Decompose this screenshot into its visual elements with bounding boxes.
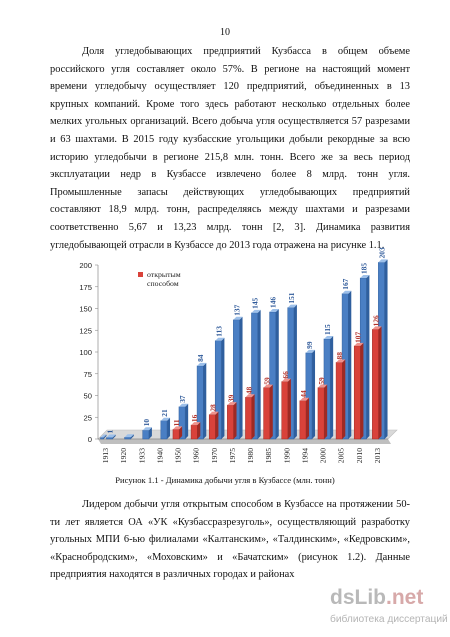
open-pit-bar-label: 107 [353, 331, 363, 343]
coal-production-chart [62, 247, 410, 475]
open-pit-bar [264, 385, 273, 439]
open-pit-bar-front [264, 388, 270, 439]
total-bar-label: 145 [250, 297, 260, 309]
y-tick-label: 200 [79, 261, 92, 270]
open-pit-bar-front [209, 415, 215, 439]
total-bar-side [221, 338, 224, 439]
open-pit-bar-side [215, 412, 218, 439]
open-pit-bar [372, 326, 381, 439]
x-category-label: 2000 [318, 448, 328, 464]
total-bar-front [143, 430, 149, 439]
open-pit-bar-label: 44 [298, 390, 308, 398]
open-pit-bar-front [300, 401, 306, 439]
total-bar [161, 418, 170, 439]
y-tick-label: 150 [79, 304, 92, 314]
legend-label-open-pit: открытым [147, 270, 181, 279]
total-bar-label: 185 [359, 262, 369, 275]
page-number: 10 [220, 27, 230, 38]
open-pit-bar-side [360, 343, 363, 439]
x-category-label: 1920 [119, 448, 129, 464]
open-pit-bar-label: 48 [244, 386, 254, 395]
total-bar-side [312, 350, 315, 439]
open-pit-bar-front [191, 425, 197, 439]
open-pit-bar-label: 59 [317, 377, 327, 385]
total-bar-label: 115 [323, 324, 333, 335]
open-pit-bar-front [227, 405, 233, 439]
y-tick-label: 50 [83, 391, 92, 401]
y-tick-label: 75 [83, 369, 92, 379]
legend-swatch-open-pit [138, 272, 143, 277]
figure-caption: Рисунок 1.1 - Динамика добычи угля в Кузбассе (млн. тонн) [115, 475, 335, 485]
total-bar-side [294, 305, 297, 439]
dslib-watermark [330, 586, 448, 632]
x-category-label: 1913 [101, 448, 111, 464]
open-pit-bar-side [379, 326, 382, 439]
open-pit-bar-side [306, 398, 309, 439]
total-bar-side [366, 275, 369, 439]
x-category-label: 1970 [209, 448, 219, 464]
open-pit-bar-side [252, 394, 255, 439]
paragraph-intro [50, 43, 410, 254]
x-category-label: 1994 [300, 448, 310, 464]
total-bar-label: 113 [214, 326, 224, 337]
total-bar-side [330, 336, 333, 439]
y-tick-label: 125 [79, 326, 92, 336]
watermark-subtitle: библиотека диссертаций [330, 614, 448, 625]
total-bar-side [240, 317, 243, 439]
x-category-label: 2005 [336, 448, 346, 464]
open-pit-bar [282, 379, 291, 439]
x-category-label: 1950 [173, 448, 183, 464]
total-bar [143, 427, 152, 439]
open-pit-bar-side [270, 385, 273, 439]
total-bar-side [167, 418, 170, 439]
open-pit-bar-label: 28 [208, 404, 218, 412]
open-pit-bar-label: 11 [172, 419, 182, 427]
total-bar-label: 167 [341, 278, 351, 290]
open-pit-bar [245, 394, 254, 439]
open-pit-bar-front [282, 382, 288, 439]
open-pit-bar-front [336, 362, 342, 439]
y-tick-label: 0 [87, 435, 92, 444]
x-category-label: 2013 [372, 448, 382, 464]
paragraph-leader-text: Лидером добычи угля открытым способом в Кузбассе на протяжении 50-ти лет является ОА «УК «Кузбассразрезуголь», осуществляющий разработку угольных МПИ 6-ью филиалами «Калтанским», «Талдинским», «Кедровским», «Краснобродским», «Моховским» и «Бачатским» (рисунок 1.2). Данные предприятия находятся в различных городах и районах [50, 499, 410, 581]
chart-svg [62, 247, 410, 475]
total-bar-label: 99 [304, 341, 314, 349]
open-pit-bar-label: 126 [371, 315, 381, 327]
total-bar-side [258, 310, 261, 439]
open-pit-bar [191, 422, 200, 439]
paragraph-intro-text: Доля угледобывающих предприятий Кузбасса в общем объеме российского угля составляет около 57%. В регионе на настоящий момент времени угледобычу осуществляет 120 предприятий, объединенных в 13 крупных компаний. Кроме того здесь работают несколько отдельных более мелких угольных организаций. Всего добыча угля осуществляется 57 разрезами и 63 шахтами. В 2015 году кузбасские угольщики добыли рекордные за всю историю угледобычи в регионе 215,8 млн. тонн. Всего же за весь период эксплуатации недр в Кузбассе извлечено более 8 млрд. тонн угля. Промышленные запасы действующих угледобывающих предприятий составляют 18,9 млрд. тонн, распределяясь между шахтами и разрезами соответственно 5,67 и 13,23 млрд. тонн [2, 3]. Динамика развития угледобывающей отрасли в Кузбассе до 2013 года отражена на рисунке 1.1. [50, 46, 410, 251]
watermark-logo: dsLib.net [330, 586, 424, 609]
open-pit-bar [318, 385, 327, 439]
total-bar-label: 1 [105, 429, 115, 434]
total-bar-side [385, 259, 388, 439]
total-bar-label: 146 [268, 296, 278, 308]
x-category-label: 1940 [155, 448, 165, 464]
total-bar-label: 151 [286, 292, 296, 304]
open-pit-bar [209, 412, 218, 439]
total-bar-side [185, 404, 188, 439]
total-bar-side [348, 291, 351, 439]
x-category-label: 1960 [191, 448, 201, 464]
y-tick-label: 175 [79, 282, 92, 292]
x-category-label: 1990 [282, 448, 292, 464]
y-tick-label: 100 [79, 348, 92, 357]
total-bar-front [106, 438, 112, 440]
total-bar-label: 84 [196, 354, 206, 362]
open-pit-bar-label: 59 [262, 377, 272, 385]
plot-floor-edge [98, 439, 391, 444]
x-category-label: 1980 [246, 448, 256, 464]
open-pit-bar-label: 39 [226, 394, 236, 403]
open-pit-bar-side [234, 402, 237, 439]
total-bar-label: 203 [377, 247, 387, 259]
open-pit-bar-front [372, 329, 378, 439]
open-pit-bar [300, 398, 309, 439]
total-bar-side [276, 309, 279, 439]
total-bar-label: 37 [178, 395, 188, 403]
total-bar-side [203, 363, 206, 439]
open-pit-bar-side [288, 379, 291, 439]
y-tick-label: 25 [83, 413, 92, 423]
paragraph-leader [50, 496, 410, 584]
total-bar-front [125, 437, 131, 439]
open-pit-bar [227, 402, 236, 439]
open-pit-bar [354, 343, 363, 439]
x-category-label: 1933 [137, 448, 147, 464]
open-pit-bar [173, 426, 182, 439]
open-pit-bar-label: 16 [190, 414, 200, 423]
open-pit-bar-side [324, 385, 327, 439]
open-pit-bar-side [342, 359, 345, 439]
legend-label-open-pit-line2: способом [147, 279, 179, 288]
open-pit-bar-front [173, 429, 179, 439]
total-bar-front [101, 438, 104, 440]
total-bar-front [161, 421, 167, 439]
x-category-label: 1985 [264, 448, 274, 464]
open-pit-bar-front [245, 397, 251, 439]
total-bar-label: 21 [159, 409, 169, 417]
open-pit-bar-label: 88 [335, 352, 345, 360]
x-category-label: 2010 [354, 448, 364, 464]
open-pit-bar [336, 359, 345, 439]
open-pit-bar-front [318, 388, 324, 439]
total-bar-label: 137 [232, 304, 242, 316]
x-category-label: 1975 [227, 448, 237, 464]
total-bar-label: 10 [141, 418, 151, 427]
open-pit-bar-label: 66 [280, 371, 290, 379]
open-pit-bar-front [354, 346, 360, 439]
